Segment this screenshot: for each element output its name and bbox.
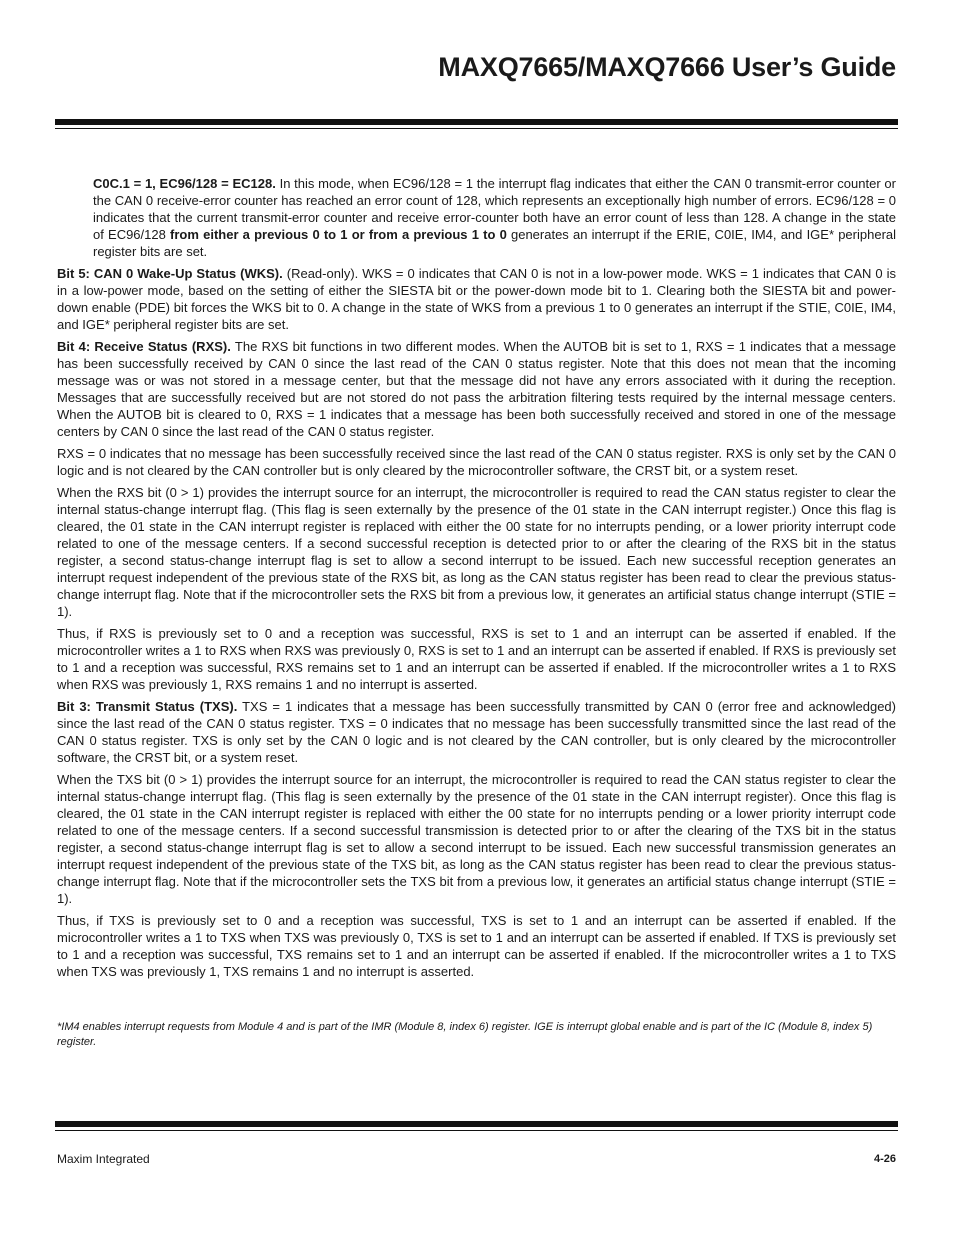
paragraph-txs-bit (57, 698, 896, 766)
paragraph-text: TXS = 1 indicates that a message has been successfully transmitted by CAN 0 (error free and acknowledged) since the last read of the CAN 0 status register. TXS = 0 indicates that no message has been successfully transmitted since the last read of the CAN 0 status register. TXS is only set by the CAN 0 logic and is not cleared by the CAN controller, but is only cleared by the microcontroller software, the CRST bit, or a system reset. (57, 699, 896, 765)
paragraph-rxs-bit (57, 338, 896, 440)
footer-company: Maxim Integrated (57, 1152, 150, 1166)
footer-page-number: 4-26 (873, 1153, 896, 1165)
header-rule-thick (55, 119, 898, 125)
paragraph-lead: C0C.1 = 1, EC96/128 = EC128. (93, 176, 276, 191)
paragraph-rxs-summary: Thus, if RXS is previously set to 0 and a reception was successful, RXS is set to 1 and an interrupt can be asserted if enabled. If the microcontroller writes a 1 to RXS when RXS was previously 0, RXS is set to 1 and an interrupt can be asserted if enabled. If RXS is previously set to 1 and a reception was successful, RXS remains set to 1 and an interrupt can be asserted if enabled. If the microcontroller writes a 1 to RXS when RXS was previously 1, RXS remains 1 and no interrupt is asserted. (57, 626, 896, 692)
paragraph-text: (Read-only). WKS = 0 indicates that CAN 0 is not in a low-power mode. WKS = 1 indicates that CAN 0 is in a low-power mode, based on the setting of either the SIESTA bit or the power-down mode bit to 1. Clearing both the SIESTA bit and power-down enable (PDE) bit forces the WKS bit to 0. A change in the state of WKS from a previous 1 to 0 generates an interrupt if the STIE, C0IE, IM4, and IGE* peripheral register bits are set. (57, 266, 897, 332)
paragraph-emphasis: from either a previous 0 to 1 or from a previous 1 to 0 (170, 227, 507, 242)
footer-rule-thick (55, 1121, 898, 1127)
body-text (57, 175, 896, 985)
header-rule-thin (55, 128, 898, 129)
footnote: *IM4 enables interrupt requests from Module 4 and is part of the IMR (Module 8, index 6) register. IGE is interrupt global enable and is part of the IC (Module 8, index 5) register. (57, 1021, 873, 1048)
paragraph-text: The RXS bit functions in two different modes. When the AUTOB bit is set to 1, RXS = 1 indicates that a message has been successfully received by CAN 0 since the last read of the CAN 0 status register. Note that this does not mean that the incoming message was or was not stored in a message center, but that the message did not have any errors associated with it during the reception. Messages that are successfully received but are not stored do not pass the arbitration filtering tests required by the internal message centers. When the AUTOB bit is cleared to 0, RXS = 1 indicates that a message has been both successfully received and stored in one of the message centers by CAN 0 since the last read of the CAN 0 status register. (57, 339, 896, 439)
paragraph-lead: Bit 3: Transmit Status (TXS). (57, 699, 238, 714)
paragraph-text: generates an interrupt if the ERIE, C0IE, IM4, and IGE* peripheral register bits are set. (93, 227, 897, 259)
paragraph-text: In this mode, when EC96/128 = 1 the interrupt flag indicates that either the CAN 0 transmit-error counter or the CAN 0 receive-error counter has reached an error count of 128, which represents an exceptionally high number of errors. EC96/128 = 0 indicates that the current transmit-error counter and receive error-counter both have an error count of less than 128. A change in the state of EC96/128 (93, 176, 896, 242)
paragraph-lead: Bit 5: CAN 0 Wake-Up Status (WKS). (57, 266, 283, 281)
paragraph-txs-summary: Thus, if TXS is previously set to 0 and a reception was successful, TXS is set to 1 and an interrupt can be asserted if enabled. If the microcontroller writes a 1 to TXS when TXS was previously 0, TXS is set to 1 and an interrupt can be asserted if enabled. If TXS is previously set to 1 and a reception was successful, TXS remains set to 1 and an interrupt can be asserted if enabled. If the microcontroller writes a 1 to TXS when TXS was previously 1, TXS remains 1 and no interrupt is asserted. (57, 913, 896, 979)
paragraph-rxs-interrupt: When the RXS bit (0 > 1) provides the interrupt source for an interrupt, the microcontroller is required to read the CAN status register to clear the internal status-change interrupt flag. (This flag is seen externally by the presence of the 01 state in the CAN interrupt register.) Once this flag is cleared, the 01 state in the CAN interrupt register is replaced with either the 00 state for no interrupts pending, or a lower priority interrupt code related to one of the message centers. If a second successful reception is detected prior to or after the clearing of the RXS bit in the status register, a second status-change interrupt flag is set to allow a second interrupt to be issued. Each new successful reception generates an interrupt request independent of the previous state of the RXS bit, as long as the CAN status register has been read to clear the previous status-change interrupt flag. Note that if the microcontroller sets the RXS bit from a previous low, it generates an artificial status change interrupt (STIE = 1). (57, 485, 896, 619)
paragraph-txs-interrupt: When the TXS bit (0 > 1) provides the interrupt source for an interrupt, the microcontroller is required to read the CAN status register to clear the internal status-change interrupt flag. (This flag is seen externally by the presence of the 01 state in the CAN interrupt register). Once this flag is cleared, the 01 state in the CAN interrupt register is replaced with either the 00 state for no interrupts pending or a lower priority interrupt code related to one of the message centers. If a second successful transmission is detected prior to or after the clearing of the TXS bit in the status register, a second status-change interrupt flag is set to allow a second interrupt to be issued. Each new successful transmission generates an interrupt request independent of the previous state of the TXS bit, as long as the CAN status register has been read to clear the previous status-change interrupt flag. Note that if the microcontroller sets the TXS bit from a previous low, it generates an artificial status change interrupt (STIE = 1). (57, 772, 896, 906)
paragraph-wks-bit (57, 265, 896, 333)
paragraph-ec128-mode (93, 175, 896, 260)
paragraph-rxs-zero: RXS = 0 indicates that no message has been successfully received since the last read of the CAN 0 status register. RXS is only set by the CAN 0 logic and is not cleared by the CAN controller but is only cleared by the microcontroller software, the CRST bit, or a system reset. (57, 446, 896, 478)
page-title: MAXQ7665/MAXQ7666 User’s Guide (438, 52, 896, 82)
paragraph-lead: Bit 4: Receive Status (RXS). (57, 339, 231, 354)
footer-rule-thin (55, 1130, 898, 1131)
